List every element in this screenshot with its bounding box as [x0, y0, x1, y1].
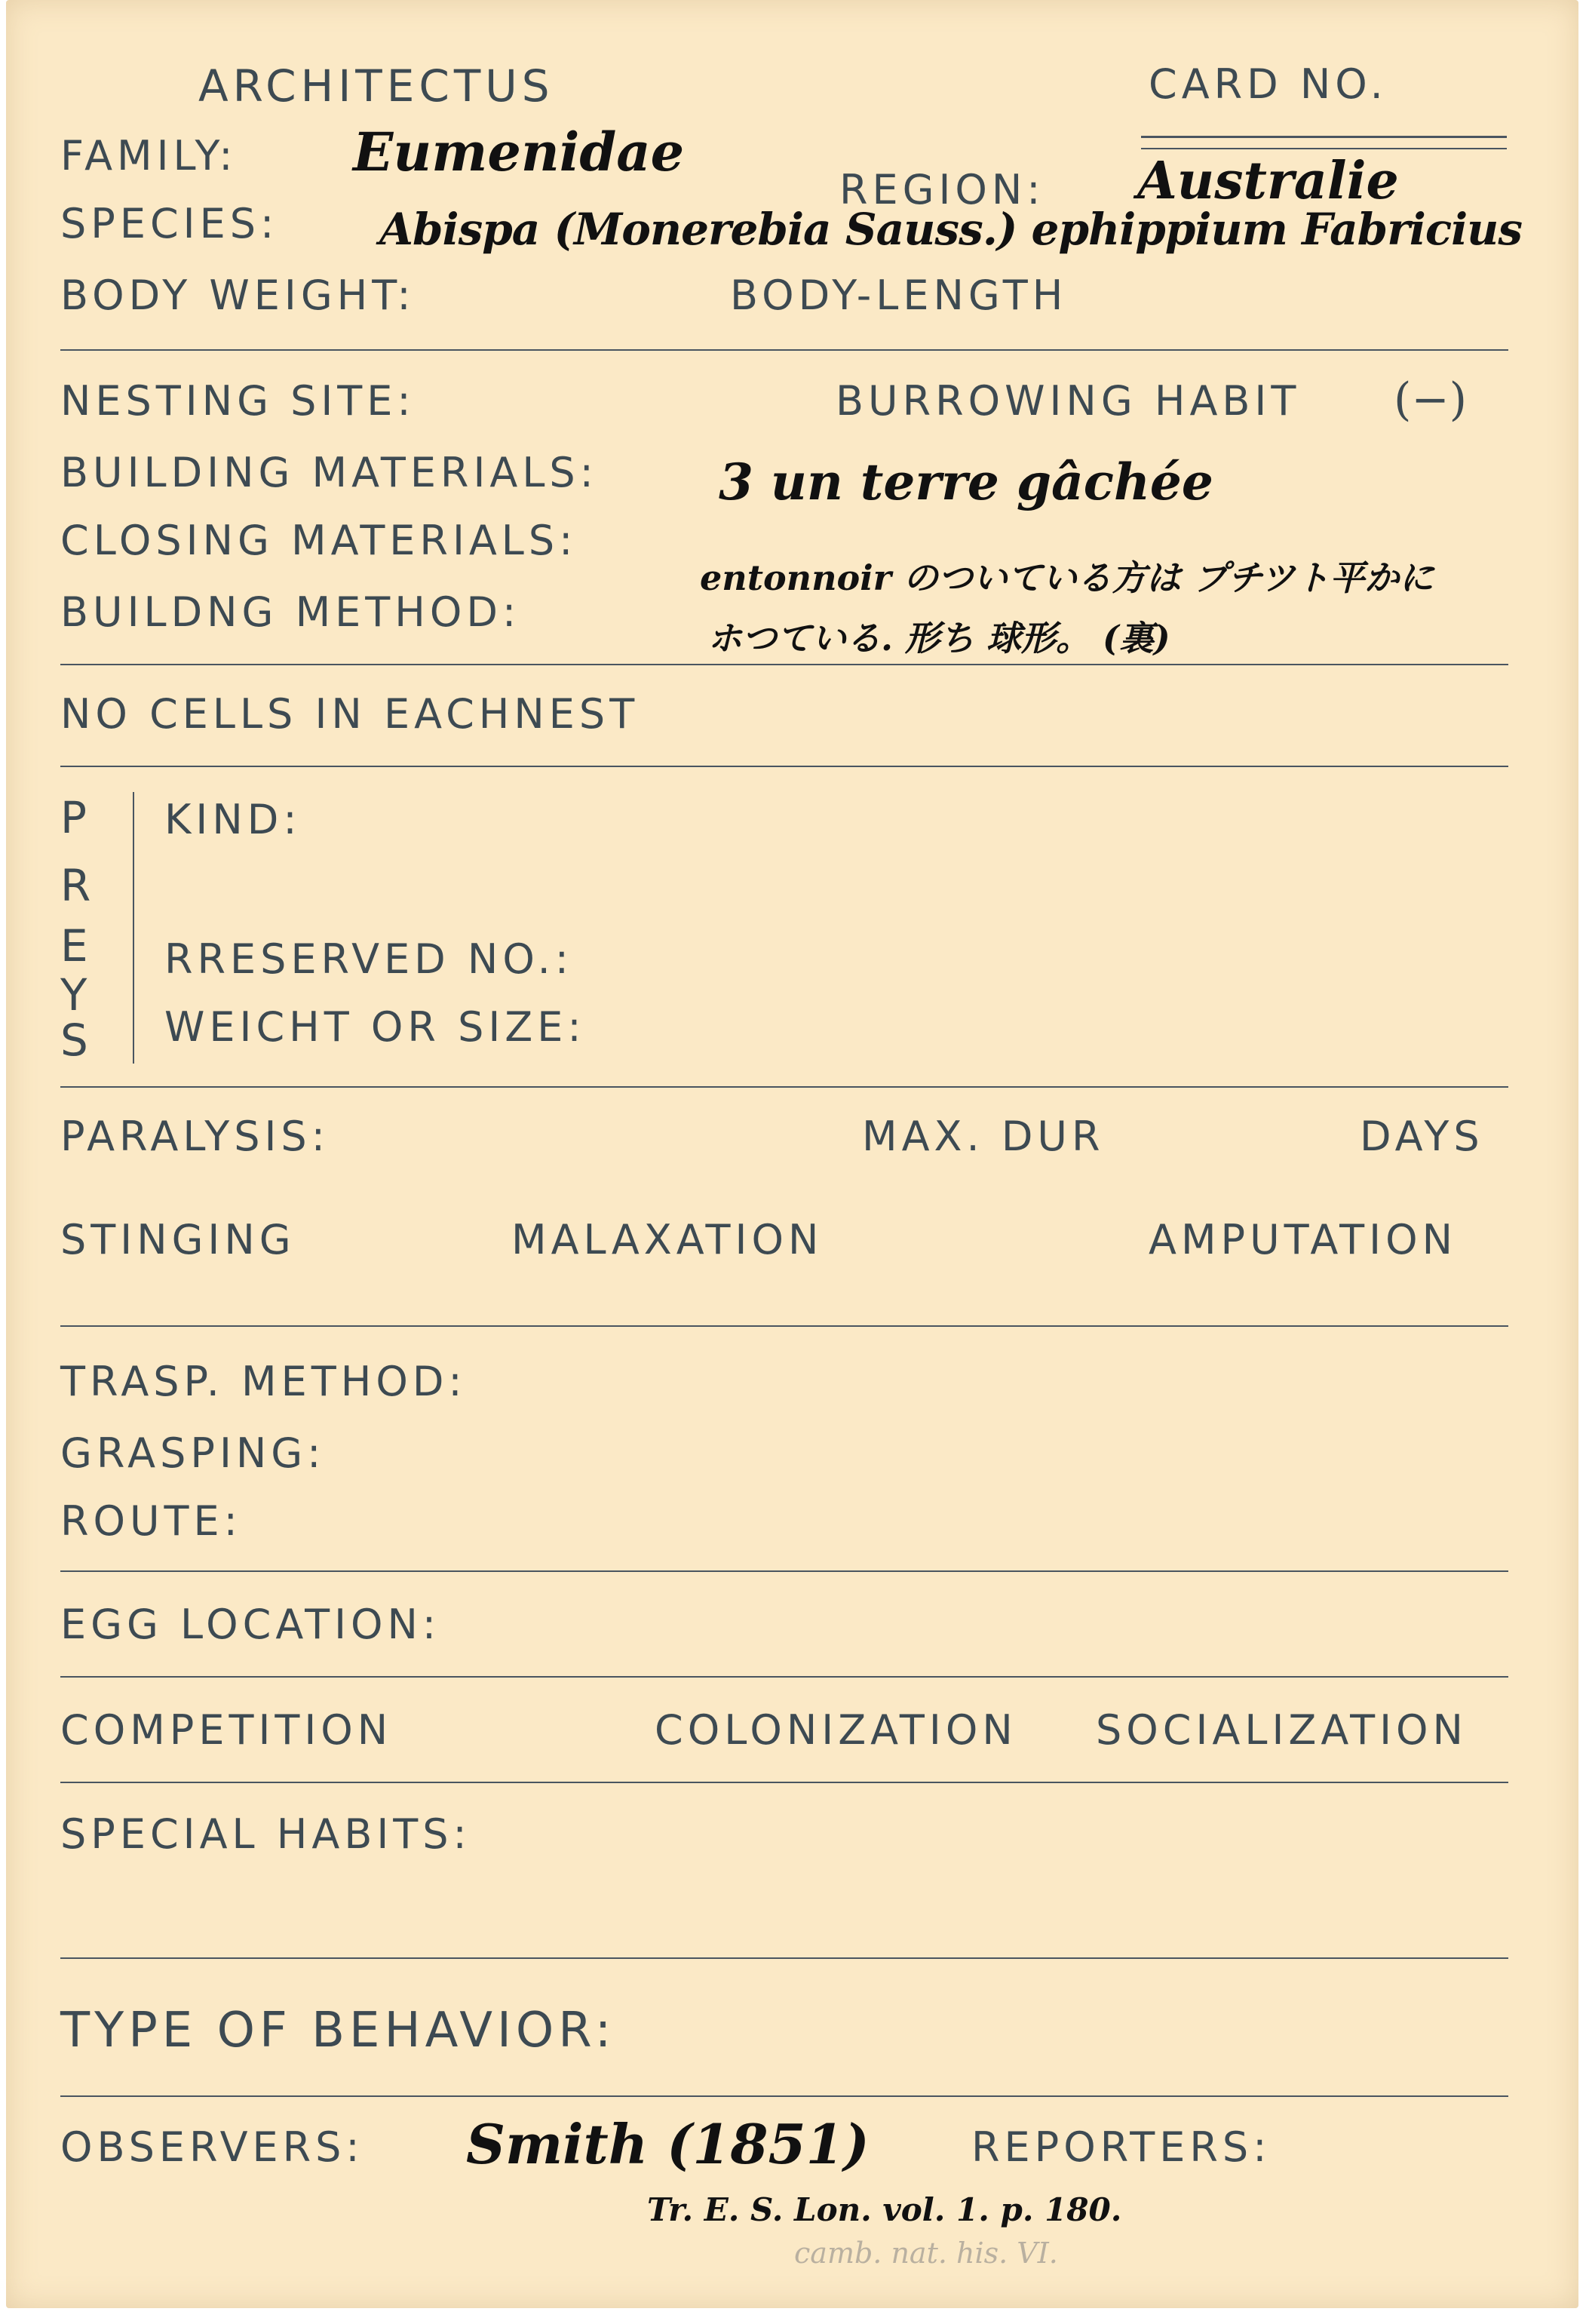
- burrowing-habit-value: (−): [1394, 373, 1468, 426]
- divider-5: [60, 1325, 1508, 1327]
- divider-2: [60, 664, 1508, 665]
- grasping-label: GRASPING:: [60, 1429, 326, 1477]
- kind-label: KIND:: [164, 796, 302, 843]
- stinging-label: STINGING: [60, 1216, 296, 1263]
- trasp-method-label: TRASP. METHOD:: [60, 1358, 467, 1405]
- building-method-label: BUILDNG METHOD:: [60, 588, 521, 636]
- cells-label: NO CELLS IN EACHNEST: [60, 690, 640, 738]
- card-no-label: CARD NO.: [1149, 60, 1388, 108]
- divider-6: [60, 1570, 1508, 1572]
- card-title: ARCHITECTUS: [198, 60, 554, 112]
- index-card: [6, 0, 1578, 2308]
- paralysis-label: PARALYSIS:: [60, 1113, 330, 1160]
- closing-materials-value: entonnoir のついている方は プチツト平かに: [700, 557, 1434, 598]
- family-value: Eumenidae: [353, 121, 685, 183]
- burrowing-habit-label: BURROWING HABIT: [836, 377, 1301, 425]
- egg-location-label: EGG LOCATION:: [60, 1601, 441, 1648]
- divider-3: [60, 766, 1508, 767]
- building-materials-label: BUILDING MATERIALS:: [60, 449, 598, 496]
- type-of-behavior-label: TYPE OF BEHAVIOR:: [60, 2003, 616, 2058]
- region-value: Australie: [1137, 151, 1399, 211]
- special-habits-label: SPECIAL HABITS:: [60, 1810, 471, 1858]
- observers-value: Smith (1851): [466, 2112, 870, 2176]
- preys-letter-p: P: [60, 792, 87, 843]
- region-label: REGION:: [839, 166, 1045, 213]
- species-value: Abispa (Monerebia Sauss.) ephippium Fabricius: [379, 204, 1522, 255]
- weight-size-label: WEICHT OR SIZE:: [164, 1003, 586, 1051]
- amputation-label: AMPUTATION: [1149, 1216, 1457, 1263]
- divider-10: [60, 2095, 1508, 2097]
- preys-letter-s: S: [60, 1015, 88, 1066]
- species-label: SPECIES:: [60, 200, 279, 247]
- nesting-site-label: NESTING SITE:: [60, 377, 416, 425]
- divider-4: [60, 1086, 1508, 1088]
- days-label: DAYS: [1360, 1113, 1484, 1160]
- preys-letter-e: E: [60, 920, 88, 972]
- card-no-rule-2: [1141, 148, 1507, 149]
- divider-1: [60, 349, 1508, 351]
- closing-materials-label: CLOSING MATERIALS:: [60, 517, 578, 564]
- reporters-label: REPORTERS:: [971, 2123, 1272, 2171]
- route-label: ROUTE:: [60, 1497, 242, 1545]
- divider-8: [60, 1782, 1508, 1783]
- reserved-label: RRESERVED NO.:: [164, 935, 573, 983]
- observers-label: OBSERVERS:: [60, 2123, 364, 2171]
- colonization-label: COLONIZATION: [655, 1706, 1017, 1754]
- card-no-rule: [1141, 136, 1507, 138]
- reference-value: Tr. E. S. Lon. vol. 1. p. 180.: [647, 2191, 1122, 2228]
- divider-7: [60, 1676, 1508, 1678]
- building-method-value: ホつている. 形ち 球形。 (裏): [707, 618, 1170, 659]
- preys-letter-r: R: [60, 860, 91, 911]
- building-materials-value: 3 un terre gâchée: [719, 453, 1213, 511]
- malaxation-label: MALAXATION: [511, 1216, 824, 1263]
- body-length-label: BODY-LENGTH: [730, 272, 1068, 319]
- divider-9: [60, 1957, 1508, 1959]
- preys-letter-y: Y: [60, 969, 87, 1021]
- socialization-label: SOCIALIZATION: [1096, 1706, 1468, 1754]
- competition-label: COMPETITION: [60, 1706, 393, 1754]
- reference-pencil-note: camb. nat. his. VI.: [794, 2237, 1058, 2270]
- body-weight-label: BODY WEIGHT:: [60, 272, 416, 319]
- preys-vertical-rule: [133, 792, 134, 1064]
- max-dur-label: MAX. DUR: [862, 1113, 1105, 1160]
- family-label: FAMILY:: [60, 132, 238, 180]
